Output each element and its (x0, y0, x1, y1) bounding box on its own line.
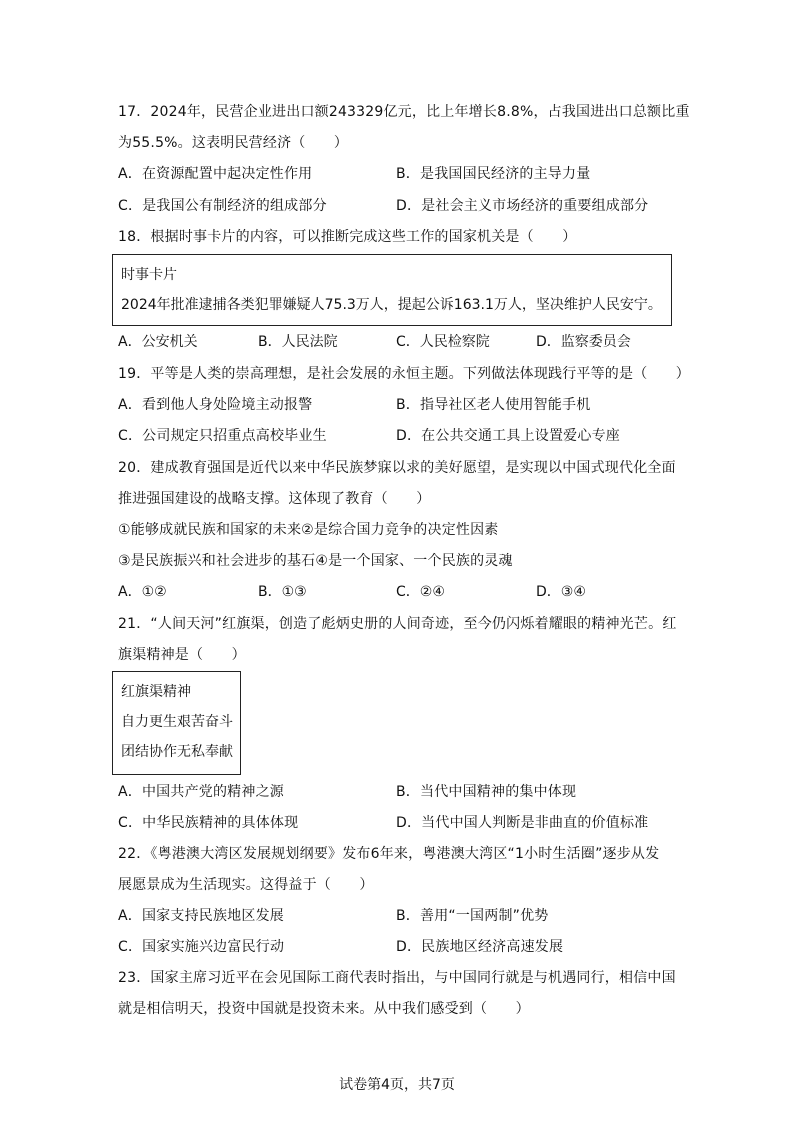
q18-option-b: B．人民法院 (258, 334, 338, 350)
q21-spirit-box (112, 671, 241, 775)
q17-option-b: B．是我国国民经济的主导力量 (396, 166, 591, 182)
q22-stem-line2: 展愿景成为生活现实。这得益于（ ） (118, 877, 374, 893)
q21-box-line1: 自力更生艰苦奋斗 (121, 714, 233, 730)
q18-card-text: 2024年批准逮捕各类犯罪嫌疑人75.3万人，提起公诉163.1万人，坚决维护人民安宁。 (121, 297, 662, 313)
q18-card-title: 时事卡片 (121, 267, 177, 283)
q22-stem-line1: 22．《粤港澳大湾区发展规划纲要》发布6年来，粤港澳大湾区“1小时生活圈”逐步从发 (118, 846, 660, 862)
q20-option-a: A．①② (118, 584, 167, 600)
q21-stem-line2: 旗渠精神是（ ） (118, 647, 246, 663)
q20-stem-line2: 推进强国建设的战略支撑。这体现了教育（ ） (118, 491, 431, 507)
q20-option-b: B．①③ (258, 584, 307, 600)
q17-option-c: C．是我国公有制经济的组成部分 (118, 198, 327, 214)
q23-stem-line2: 就是相信明天，投资中国就是投资未来。从中我们感受到（ ） (118, 1001, 530, 1017)
q21-option-c: C．中华民族精神的具体体现 (118, 815, 299, 831)
q19-option-c: C．公司规定只招重点高校毕业生 (118, 428, 327, 444)
q17-stem-line2: 为55.5%。这表明民营经济（ ） (118, 135, 349, 151)
q22-option-b: B．善用“一国两制”优势 (396, 908, 549, 924)
q21-option-b: B．当代中国精神的集中体现 (396, 784, 577, 800)
q18-news-card (112, 254, 672, 326)
q19-option-a: A．看到他人身处险境主动报警 (118, 397, 313, 413)
q19-stem: 19．平等是人类的崇高理想，是社会发展的永恒主题。下列做法体现践行平等的是（ ） (118, 366, 691, 382)
q22-option-d: D．民族地区经济高速发展 (396, 939, 564, 955)
q20-statements-1: ①能够成就民族和国家的未来②是综合国力竞争的决定性因素 (118, 522, 499, 538)
q23-stem-line1: 23．国家主席习近平在会见国际工商代表时指出，与中国同行就是与机遇同行，相信中国 (118, 970, 676, 986)
q17-option-d: D．是社会主义市场经济的重要组成部分 (396, 198, 649, 214)
page-footer: 试卷第4页，共7页 (339, 1077, 455, 1093)
q19-option-b: B．指导社区老人使用智能手机 (396, 397, 591, 413)
q20-option-c: C．②④ (396, 584, 445, 600)
q21-option-d: D．当代中国人判断是非曲直的价值标准 (396, 815, 649, 831)
q17-stem-line1: 17．2024年，民营企业进出口额243329亿元，比上年增长8.8%，占我国进出口总额比重 (118, 104, 690, 120)
q18-option-a: A．公安机关 (118, 334, 198, 350)
q21-box-line2: 团结协作无私奉献 (121, 744, 233, 760)
q20-stem-line1: 20．建成教育强国是近代以来中华民族梦寐以求的美好愿望，是实现以中国式现代化全面 (118, 460, 676, 476)
q19-option-d: D．在公共交通工具上设置爱心专座 (396, 428, 620, 444)
q22-option-c: C．国家实施兴边富民行动 (118, 939, 285, 955)
q18-option-d: D．监察委员会 (536, 334, 631, 350)
q20-option-d: D．③④ (536, 584, 586, 600)
q22-option-a: A．国家支持民族地区发展 (118, 908, 284, 924)
q17-option-a: A．在资源配置中起决定性作用 (118, 166, 313, 182)
q21-option-a: A．中国共产党的精神之源 (118, 784, 284, 800)
q21-stem-line1: 21．“人间天河”红旗渠，创造了彪炳史册的人间奇迹，至今仍闪烁着耀眼的精神光芒。红 (118, 616, 677, 632)
q18-option-c: C．人民检察院 (396, 334, 490, 350)
q18-stem: 18．根据时事卡片的内容，可以推断完成这些工作的国家机关是（ ） (118, 229, 577, 245)
q20-statements-2: ③是民族振兴和社会进步的基石④是一个国家、一个民族的灵魂 (118, 553, 513, 569)
q21-box-title: 红旗渠精神 (121, 684, 191, 700)
